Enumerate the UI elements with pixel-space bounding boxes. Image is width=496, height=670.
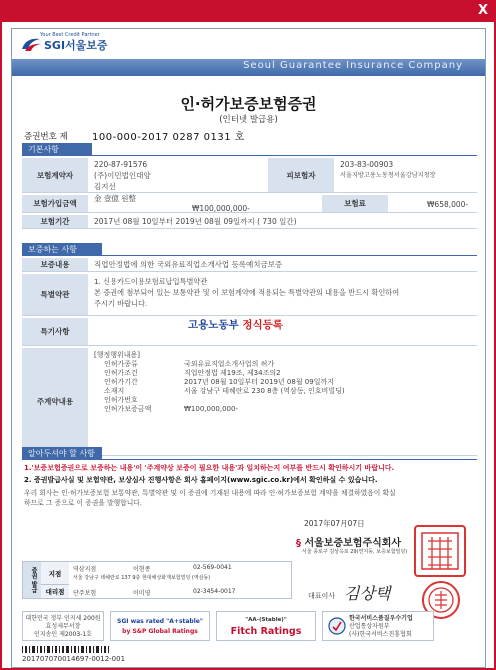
main-key: 인허가종류 <box>104 360 138 368</box>
registration-status: 정식등록 <box>242 319 283 331</box>
contractor-line: 김지선 <box>94 182 116 191</box>
barcode-icon <box>22 646 112 653</box>
main-key: 인허가기간 <box>104 378 138 386</box>
notice-line-3: 우리 회사는 인·허가보증보험 보통약관, 특별약관 및 이 증권에 기재된 내용에 따라 인·허가보증보험 계약을 체결하였음이 확실 <box>24 489 396 497</box>
contractor-value <box>94 159 151 192</box>
stamp-tax-line: 효성세무서장 <box>45 623 81 630</box>
contractor-label: 보험계약자 <box>22 158 88 192</box>
row-amount <box>22 195 477 213</box>
content-value: 직업안정법에 의한 국외유료직업소개사업 등록예치금보증 <box>94 260 283 269</box>
company-band <box>12 59 485 76</box>
terms-line: 주시기 바랍니다. <box>94 299 148 308</box>
branch-person: 이현종 <box>133 566 151 573</box>
service-quality-line: 한국서비스품질우수기업 <box>349 615 413 622</box>
section-basic-heading: 기본사항 <box>22 143 92 155</box>
issue-date: 2017年07月07日 <box>304 519 365 528</box>
branch-address: 서울 강남구 테헤란로 137 9층 현대해상화재보험빌딩 (역삼동) <box>73 575 211 581</box>
stamp-tax-box <box>22 611 104 641</box>
logo-tagline: Your Best Credit Partner <box>40 32 100 38</box>
branch-name: 역삼지점 <box>73 566 97 573</box>
row-content <box>22 258 477 272</box>
ceo-signature: 김상택 <box>344 584 391 603</box>
section-notice-rule <box>22 459 477 460</box>
main-key: 인허가번호 <box>104 396 138 404</box>
branch-side-label: 증권 발급 <box>23 562 41 598</box>
barcode-number: 20170707001469​7-0012-001 <box>22 655 126 663</box>
fitch-rating-badge <box>216 611 316 641</box>
agent-label: 대리점 <box>41 584 69 598</box>
row-period <box>22 215 477 229</box>
stamp-tax-line: 인지송인 제2003-1호 <box>34 631 92 638</box>
amount-label: 보험가입금액 <box>22 195 88 212</box>
company-seal-stamp <box>414 525 466 577</box>
contractor-line: (주)이민법인대양 <box>94 171 151 180</box>
agent-person: 이미영 <box>133 590 151 597</box>
company-seal-icon <box>418 529 462 573</box>
fitch-rating-line: Fitch Ratings <box>230 626 302 637</box>
certificate-document <box>11 28 486 668</box>
window-titlebar <box>2 2 494 22</box>
terms-line: 1. 신용카드이용보험료납입특별약관 <box>94 277 208 286</box>
insured-line: 203-83-00903 <box>340 160 394 169</box>
notice-line-1: 1.'보증보험증권으로 보증하는 내용'이 '주계약상 보증이 필요한 내용'과 일치하는지 여부를 반드시 확인하시기 바랍니다. <box>24 464 395 472</box>
company-band-text: Seoul Guarantee Insurance Company <box>243 60 463 71</box>
service-quality-line: (사)한국서비스진흥협회 <box>349 631 412 638</box>
row-main-contract <box>22 348 477 456</box>
sgi-logo-icon <box>20 35 42 53</box>
issuer-company-name: 서울보증보험주식회사 <box>304 538 402 549</box>
document-subtitle: (인터넷 발급용) <box>219 115 278 125</box>
cert-number-label: 증권번호 제 <box>24 132 68 142</box>
section-basic-rule <box>22 155 477 156</box>
service-quality-icon <box>328 617 346 635</box>
service-quality-line: 산업통상자원부 <box>349 623 390 630</box>
main-key: 소재지 <box>104 387 125 395</box>
terms-label: 특별약관 <box>22 274 88 315</box>
logo-text: SGI서울보증 <box>44 39 108 52</box>
sp-rating-line: by S&P Global Ratings <box>122 628 198 635</box>
stamp-tax-line: 대한민국 정부 인지세 200원 <box>25 615 101 622</box>
service-quality-badge <box>322 611 434 641</box>
amount-words: 金 壹億 원整 <box>94 194 137 203</box>
branch-label: 지점 <box>41 562 69 584</box>
notice-line-2: 2. 증권발급사실 및 보험약관, 보상심사 진행사항은 회사 홈페이지(www.sgic.co.kr)에서 확인하실 수 있습니다. <box>24 476 378 484</box>
premium-label: 보험료 <box>322 195 388 212</box>
period-label: 보험기간 <box>22 215 88 228</box>
row-contractor <box>22 158 477 193</box>
terms-line: 본 증권에 첨부되어 있는 보통약관 및 이 보험계약에 적용되는 특별약관의 내용을 반드시 확인하여 <box>94 288 400 297</box>
insured-line: 서울지방고용노동청서울강남지청장 <box>340 172 436 179</box>
main-val: 직업안정법 제19조, 제34조의2 <box>184 369 281 377</box>
main-key: 인허가조건 <box>104 369 138 377</box>
issuer-company <box>296 534 401 549</box>
special-label: 특기사항 <box>22 318 88 345</box>
main-val: ₩100,000,000- <box>184 405 238 413</box>
main-contract-header: [행정행위내용] <box>94 351 141 359</box>
main-contract-label: 주계약내용 <box>22 348 88 455</box>
branch-phone: 02-569-0041 <box>193 564 232 571</box>
ceo-label: 대표이사 <box>308 592 336 600</box>
cert-number: 100-000-2017 0287 0131 호 <box>92 132 245 143</box>
agent-phone: 02-3454-0017 <box>193 588 236 595</box>
amount-number: ₩100,000,000- <box>192 204 250 213</box>
content-label: 보증내용 <box>22 258 88 271</box>
sp-rating-line: SGI was rated "A+stable" <box>117 618 203 625</box>
insured-label: 피보험자 <box>268 158 334 192</box>
registration-ministry: 고용노동부 <box>188 319 239 331</box>
section-notice-heading: 알아두셔야 할 사항 <box>22 447 102 459</box>
main-key: 인허가보증금액 <box>104 405 152 413</box>
sgi-logo <box>20 33 140 55</box>
insured-value <box>340 159 436 181</box>
main-val: 서울 강남구 테헤란로 230 8층 (역삼동, 인호비빌딩) <box>184 387 345 395</box>
fitch-rating-line: "AA-(Stable)" <box>245 617 287 623</box>
main-contract-keys <box>104 360 151 414</box>
agent-name: 단주보험 <box>73 590 97 597</box>
document-title: 인·허가보증보험증권 <box>180 95 317 113</box>
section-guarantee-rule <box>22 255 477 256</box>
main-val <box>184 396 345 405</box>
issuer-address: 서울 종로구 김상옥로 29(연지동, 보증보험빌딩) <box>302 549 408 555</box>
branch-table <box>22 561 292 599</box>
main-contract-values <box>184 360 345 414</box>
issuer-logo-icon: § <box>296 538 301 549</box>
main-val: 국외유료직업소개사업의 허가 <box>184 360 275 368</box>
row-terms <box>22 274 477 316</box>
main-val: 2017년 08월 10일부터 2019년 08월 09일까지 <box>184 378 335 386</box>
period-value: 2017년 08월 10일부터 2019년 08월 09일까지 ( 730 일간) <box>94 217 297 226</box>
registration-mark <box>188 317 283 332</box>
close-button[interactable]: X <box>477 3 488 18</box>
sp-rating-badge <box>110 611 210 641</box>
notice-line-4: 하므로 그 증으로 이 증권을 발행합니다. <box>24 499 143 507</box>
contractor-line: 220-87-91576 <box>94 160 148 169</box>
premium-value: ₩658,000- <box>427 200 469 209</box>
section-guarantee-heading: 보증하는 사항 <box>22 243 102 255</box>
terms-value <box>94 276 399 309</box>
